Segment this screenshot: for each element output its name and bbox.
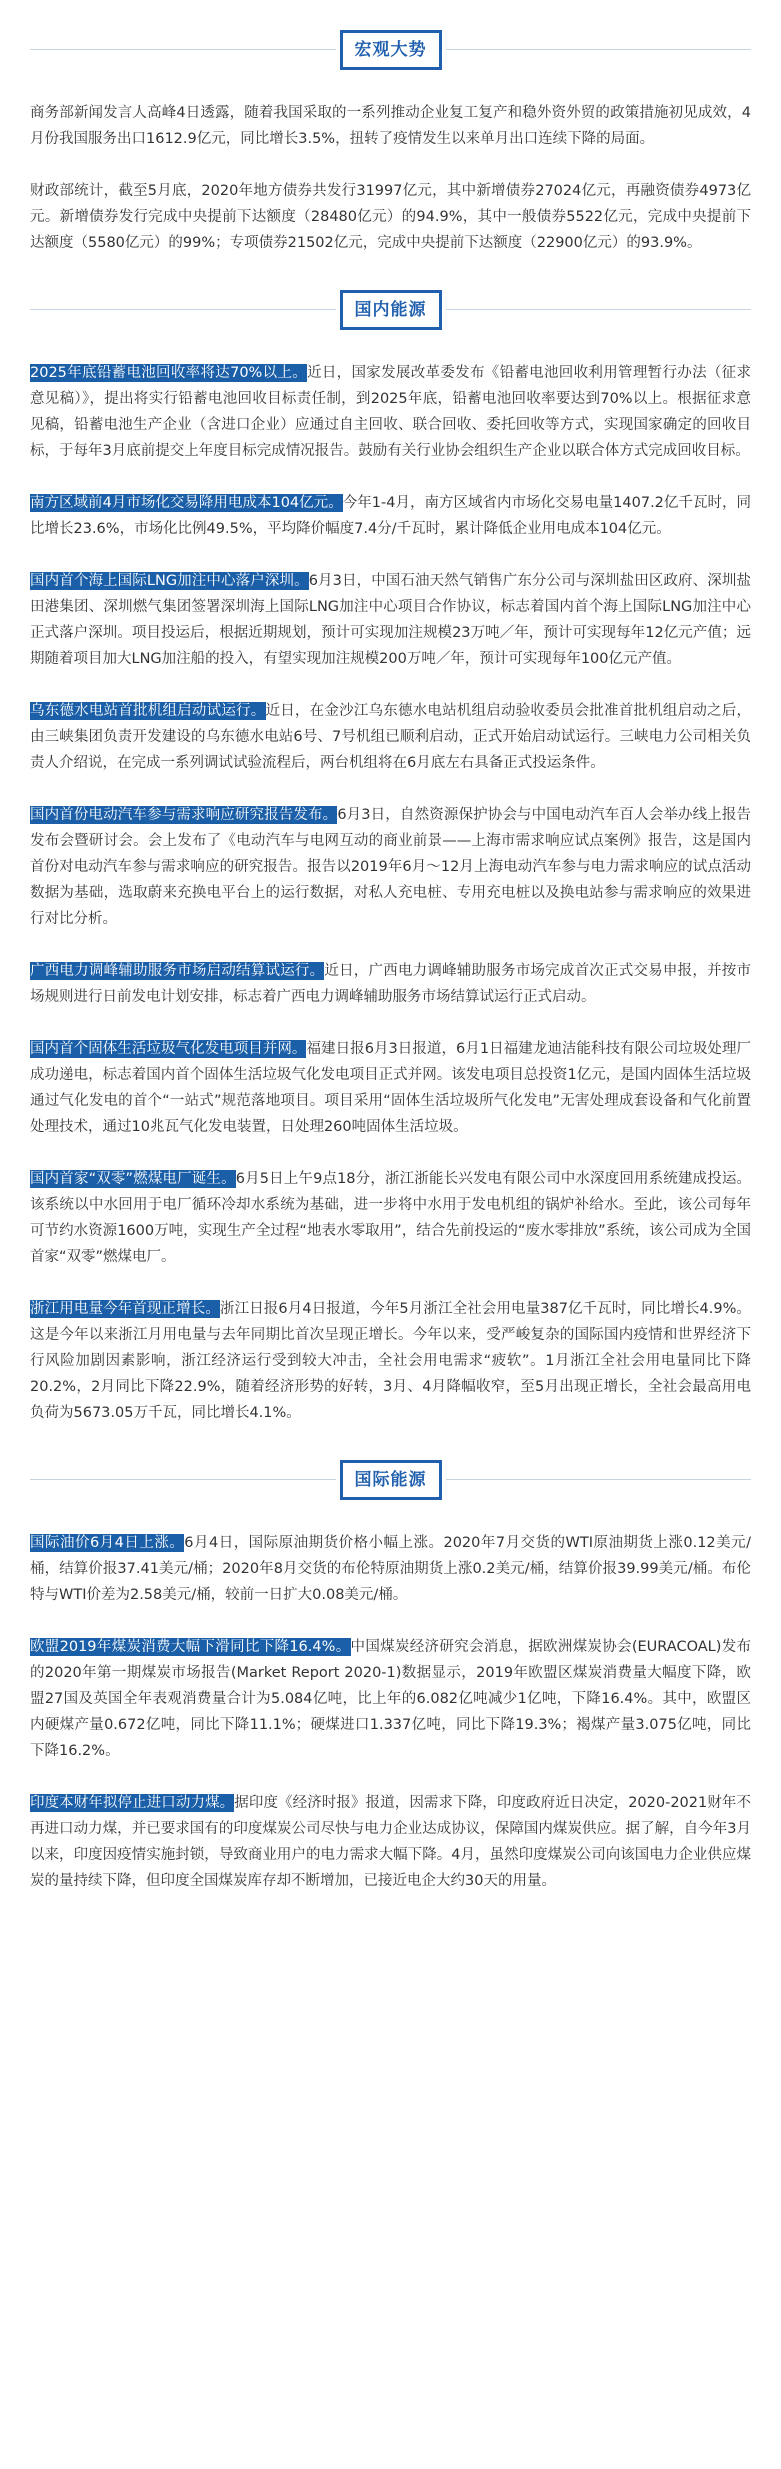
news-body: 6月3日，自然资源保护协会与中国电动汽车百人会举办线上报告发布会暨研讨会。会上发布了《电动汽车与电网互动的商业前景——上海市需求响应试点案例》报告，这是国内首份对电动汽车参与需求响应的研究报告。报告以2019年6月～12月上海电动汽车参与电力需求响应的试点活动数据为基础，选取蔚来充换电平台上的运行数据，对私人充电桩、专用充电桩以及换电站参与需求响应的效果进行对比分析。 <box>30 807 752 927</box>
news-body: 浙江日报6月4日报道，今年5月浙江全社会用电量387亿千瓦时，同比增长4.9%。这是今年以来浙江月用电量与去年同期比首次呈现正增长。今年以来，受严峻复杂的国际国内疫情和世界经济下行风险加剧因素影响，浙江经济运行受到较大冲击，全社会用电需求“疲软”。1月浙江全社会用电量同比下降20.2%，2月同比下降22.9%，随着经济形势的好转，3月、4月降幅收窄，至5月出现正增长，全社会最高用电负荷为5673.05万千瓦，同比增长4.1%。 <box>30 1301 751 1421</box>
news-item <box>30 1790 751 1894</box>
article <box>0 30 781 1894</box>
news-body: 今年1-4月，南方区域省内市场化交易电量1407.2亿千瓦时，同比增长23.6%，市场化比例49.5%，平均降价幅度7.4分/千瓦时，累计降低企业用电成本104亿元。 <box>30 495 751 537</box>
news-headline: 南方区域前4月市场化交易降用电成本104亿元。 <box>30 495 343 511</box>
news-item <box>30 490 751 542</box>
news-item <box>30 958 751 1010</box>
news-item <box>30 1296 751 1426</box>
news-body: 福建日报6月3日报道，6月1日福建龙迪洁能科技有限公司垃圾处理厂成功递电，标志着国内首个固体生活垃圾气化发电项目正式并网。该发电项目总投资1亿元，是国内固体生活垃圾通过气化发电的首个“一站式”规范落地项目。项目采用“固体生活垃圾所气化发电”无害处理成套设备和气化前置处理技术，通过10兆瓦气化发电装置，日处理260吨固体生活垃圾。 <box>30 1041 751 1135</box>
news-item <box>30 1530 751 1608</box>
news-headline: 2025年底铅蓄电池回收率将达70%以上。 <box>30 365 308 381</box>
news-body: 中国煤炭经济研究会消息，据欧洲煤炭协会(EURACOAL)发布的2020年第一期煤炭市场报告(Market Report 2020-1)数据显示，2019年欧盟区煤炭消费量大幅度下降，欧盟27国及英国全年表观消费量合计为5.084亿吨，比上年的6.082亿吨减少1亿吨，下降16.4%。其中，欧盟区内硬煤产量0.672亿吨，同比下降11.1%；硬煤进口1.337亿吨，同比下降19.3%；褐煤产量3.075亿吨，同比下降16.2%。 <box>30 1639 751 1759</box>
news-headline: 浙江用电量今年首现正增长。 <box>30 1301 220 1317</box>
news-headline: 国内首个固体生活垃圾气化发电项目并网。 <box>30 1041 307 1057</box>
section-header-international <box>30 1460 751 1500</box>
news-headline: 乌东德水电站首批机组启动试运行。 <box>30 703 266 719</box>
news-item <box>30 1634 751 1764</box>
news-body: 近日，广西电力调峰辅助服务市场完成首次正式交易申报，并按市场规则进行日前发电计划安排，标志着广西电力调峰辅助服务市场结算试运行正式启动。 <box>30 963 751 1005</box>
news-body: 6月4日，国际原油期货价格小幅上涨。2020年7月交货的WTI原油期货上涨0.12美元/桶，结算价报37.41美元/桶；2020年8月交货的布伦特原油期货上涨0.2美元/桶，结算价报39.99美元/桶。布伦特与WTI价差为2.58美元/桶，较前一日扩大0.08美元/桶。 <box>30 1535 752 1603</box>
paragraph: 财政部统计，截至5月底，2020年地方债券共发行31997亿元，其中新增债券27024亿元，再融资债券4973亿元。新增债券发行完成中央提前下达额度（28480亿元）的94.9%，其中一般债券5522亿元，完成中央提前下达额度（5580亿元）的99%；专项债券21502亿元，完成中央提前下达额度（22900亿元）的93.9%。 <box>30 183 751 251</box>
news-item <box>30 698 751 776</box>
news-headline: 广西电力调峰辅助服务市场启动结算试运行。 <box>30 963 325 979</box>
news-item <box>30 568 751 672</box>
news-body: 近日，在金沙江乌东德水电站机组启动验收委员会批准首批机组启动之后，由三峡集团负责开发建设的乌东德水电站6号、7号机组已顺利启动，正式开始启动试运行。三峡电力公司相关负责人介绍说，在完成一系列调试试验流程后，两台机组将在6月底左右具备正式投运条件。 <box>30 703 751 771</box>
section-title-macro: 宏观大势 <box>340 30 442 70</box>
section-title-international: 国际能源 <box>340 1460 442 1500</box>
news-body: 6月3日，中国石油天然气销售广东分公司与深圳盐田区政府、深圳盐田港集团、深圳燃气集团签署深圳海上国际LNG加注中心项目合作协议，标志着国内首个海上国际LNG加注中心正式落户深圳。项目投运后，根据近期规划，预计可实现加注规模23万吨／年，预计可实现每年12亿元产值；远期随着项目加大LNG加注船的投入，有望实现加注规模200万吨／年，预计可实现每年100亿元产值。 <box>30 573 751 667</box>
news-item <box>30 1166 751 1270</box>
news-body: 6月5日上午9点18分，浙江浙能长兴发电有限公司中水深度回用系统建成投运。该系统以中水回用于电厂循环冷却水系统为基础，进一步将中水用于发电机组的锅炉补给水。至此，该公司每年可节约水资源1600万吨，实现生产全过程“地表水零取用”，结合先前投运的“废水零排放”系统，该公司成为全国首家“双零”燃煤电厂。 <box>30 1171 751 1265</box>
section-title-domestic: 国内能源 <box>340 290 442 330</box>
news-headline: 国际油价6月4日上涨。 <box>30 1535 185 1551</box>
news-item <box>30 802 751 932</box>
section-header-domestic <box>30 290 751 330</box>
news-body: 近日，国家发展改革委发布《铅蓄电池回收利用管理暂行办法（征求意见稿）》，提出将实行铅蓄电池回收目标责任制，到2025年底，铅蓄电池回收率要达到70%以上。根据征求意见稿，铅蓄电池生产企业（含进口企业）应通过自主回收、联合回收、委托回收等方式，实现国家确定的回收目标，于每年3月底前提交上年度目标完成情况报告。鼓励有关行业协会组织生产企业以联合体方式完成回收目标。 <box>30 365 751 459</box>
news-item <box>30 1036 751 1140</box>
news-headline: 国内首份电动汽车参与需求响应研究报告发布。 <box>30 807 338 823</box>
paragraph: 商务部新闻发言人高峰4日透露，随着我国采取的一系列推动企业复工复产和稳外资外贸的政策措施初见成效，4月份我国服务出口1612.9亿元，同比增长3.5%，扭转了疫情发生以来单月出口连续下降的局面。 <box>30 105 751 147</box>
news-headline: 国内首个海上国际LNG加注中心落户深圳。 <box>30 573 309 589</box>
section-header-macro <box>30 30 751 70</box>
news-headline: 印度本财年拟停止进口动力煤。 <box>30 1795 235 1811</box>
news-body: 据印度《经济时报》报道，因需求下降，印度政府近日决定，2020-2021财年不再进口动力煤，并已要求国有的印度煤炭公司尽快与电力企业达成协议，保障国内煤炭供应。据了解，自今年3月以来，印度因疫情实施封锁，导致商业用户的电力需求大幅下降。4月，虽然印度煤炭公司向该国电力企业供应煤炭的量持续下降，但印度全国煤炭库存却不断增加，已接近电企大约30天的用量。 <box>30 1795 751 1889</box>
news-headline: 国内首家“双零”燃煤电厂诞生。 <box>30 1171 236 1187</box>
news-headline: 欧盟2019年煤炭消费大幅下滑同比下降16.4%。 <box>30 1639 351 1655</box>
news-item <box>30 360 751 464</box>
